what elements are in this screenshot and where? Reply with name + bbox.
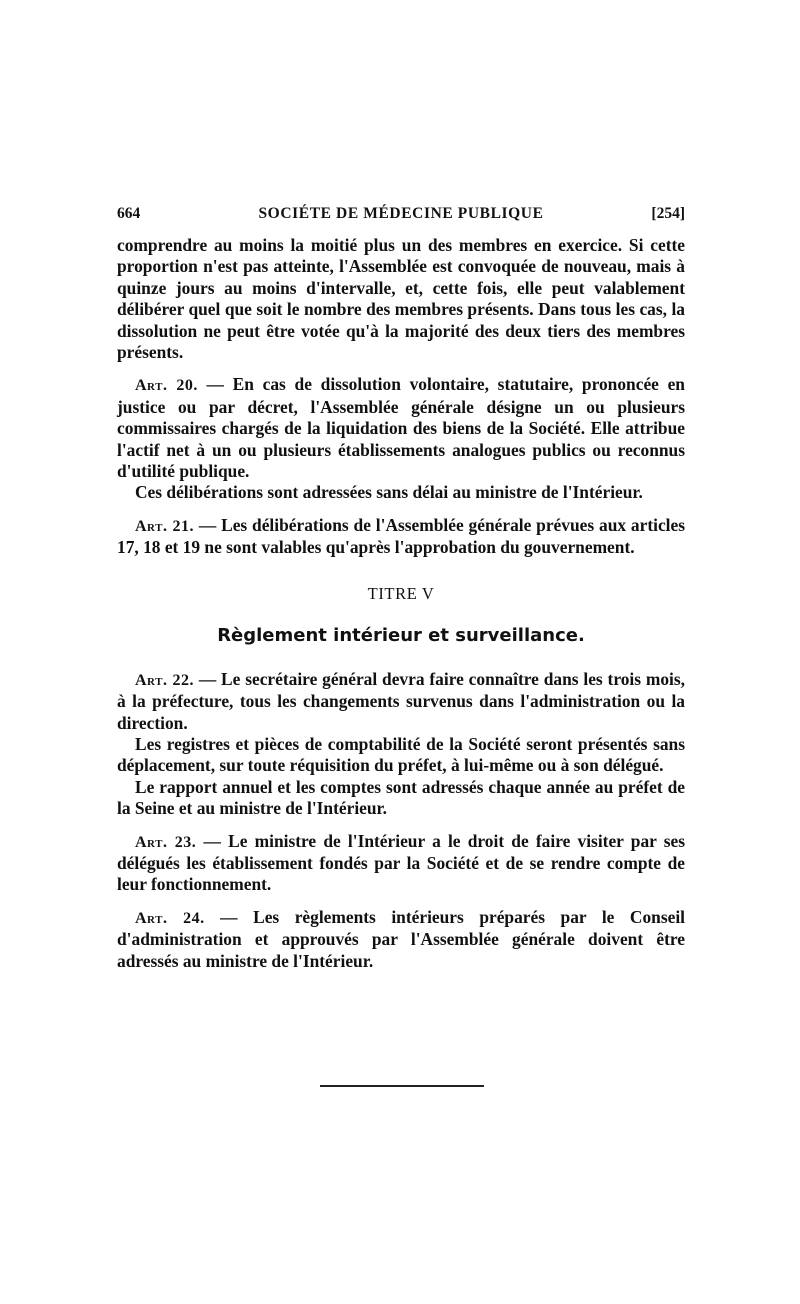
section-subtitle: Règlement intérieur et surveillance.	[217, 624, 585, 646]
article-22-second-paragraph: Les registres et pièces de comptabilité de la Société seront présentés sans déplacement, sur toute réquisition du préfet, à lui-même ou à son délégué.	[117, 733, 685, 776]
section-title: TITRE V	[367, 583, 435, 603]
article-24-text: — Les règlements intérieurs préparés par le Conseil d'administration et approuvés par l'Assemblée générale doivent être adressés au ministre de l'Intérieur.	[117, 906, 685, 971]
article-20-text: — En cas de dissolution volontaire, statutaire, prononcée en justice ou par décret, l'Assemblée générale désigne un ou plusieurs commissaires chargés de la liquidation des biens de la Société. Elle attribue l'actif net à un ou plusieurs établissements analogues publics ou reconnus d'utilité publique.	[117, 374, 685, 482]
article-22	[117, 669, 685, 734]
book-page	[117, 205, 685, 972]
continuation-paragraph: comprendre au moins la moitié plus un des membres en exercice. Si cette proportion n'est pas atteinte, l'Assemblée est convoquée de nouveau, mais à quinze jours au moins d'intervalle, et, cette fois, elle peut valablement délibérer quel que soit le nombre des membres présents. Dans tous les cas, la dissolution ne peut être votée qu'à la majorité des deux tiers des membres présents.	[117, 235, 685, 363]
article-21	[117, 515, 685, 559]
article-20-second-paragraph: Ces délibérations sont adressées sans délai au ministre de l'Intérieur.	[135, 482, 643, 503]
running-header	[117, 205, 685, 229]
article-21-label: Art. 21.	[135, 517, 194, 535]
article-21-text: — Les délibérations de l'Assemblée générale prévues aux articles 17, 18 et 19 ne sont valables qu'après l'approbation du gouvernement.	[117, 514, 685, 558]
article-20-label: Art. 20.	[135, 377, 198, 395]
article-22-label: Art. 22.	[135, 671, 194, 689]
article-23-text: — Le ministre de l'Intérieur a le droit de faire visiter par ses délégués les établissement fondés par la Société et de se rendre compte de leur fonctionnement.	[117, 830, 685, 895]
running-title: SOCIÉTE DE MÉDECINE PUBLIQUE	[258, 205, 544, 222]
article-24-label: Art. 24.	[135, 909, 205, 927]
page-number: 664	[117, 205, 141, 222]
article-24	[117, 907, 685, 972]
article-20	[117, 374, 685, 482]
article-22-text: — Le secrétaire général devra faire connaître dans les trois mois, à la préfecture, tous les changements survenus dans l'administration ou la direction.	[117, 668, 685, 733]
article-22-third-paragraph: Le rapport annuel et les comptes sont adressés chaque année au préfet de la Seine et au ministre de l'Intérieur.	[117, 776, 685, 819]
end-rule	[320, 1085, 484, 1087]
article-23	[117, 831, 685, 896]
folio-number: [254]	[651, 205, 685, 222]
article-23-label: Art. 23.	[135, 833, 197, 851]
body-text	[117, 235, 685, 972]
